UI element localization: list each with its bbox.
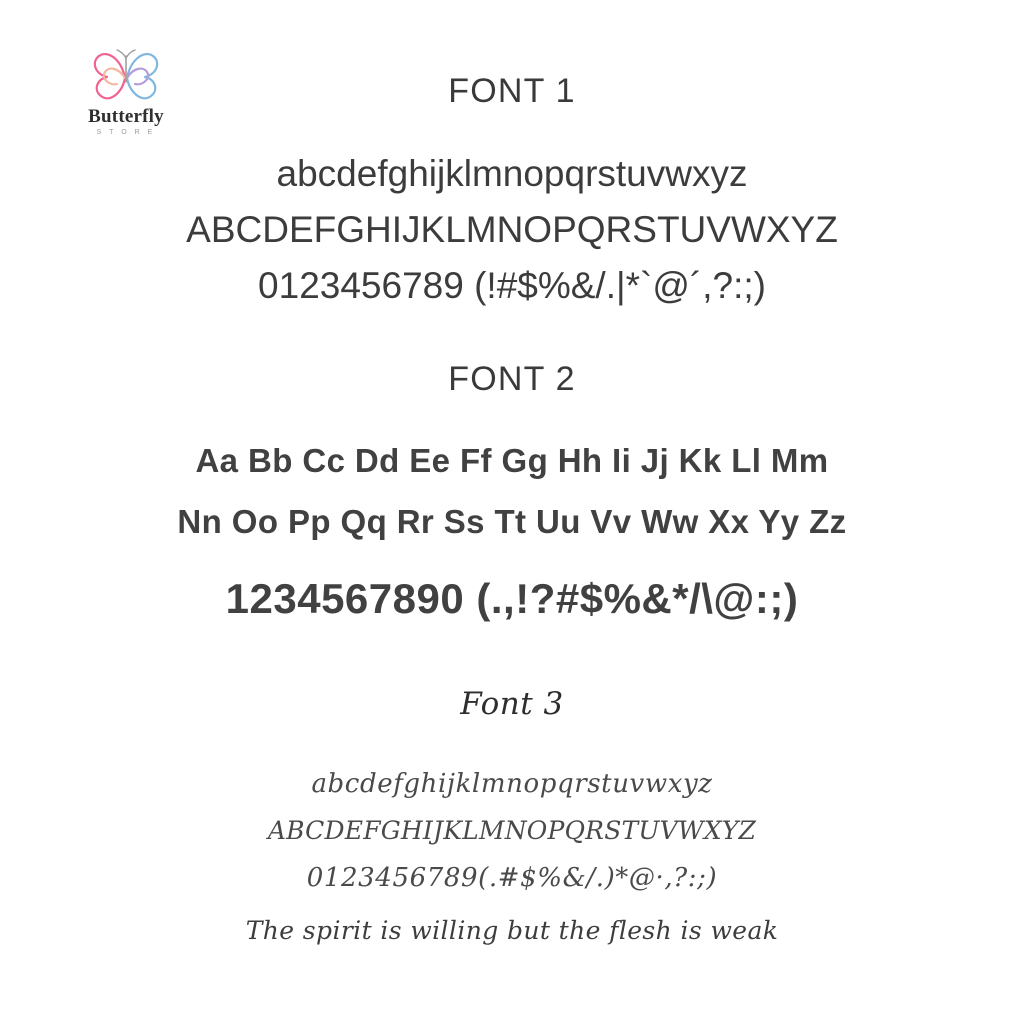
section-heading-font-1: FONT 1 [448, 72, 576, 110]
section-heading-font-2: FONT 2 [448, 360, 576, 398]
font-2-pairs-line-2: Nn Oo Pp Qq Rr Ss Tt Uu Vv Ww Xx Yy Zz [177, 503, 847, 540]
logo-tagline: S T O R E [96, 129, 156, 136]
font-1-uppercase-line: ABCDEFGHIJKLMNOPQRSTUVWXYZ [186, 209, 838, 251]
font-1-specimen [0, 146, 1024, 315]
font-3-numerals-line: 0123456789(.#$%&/.)*@·,?:;) [306, 863, 718, 894]
font-2-pairs-line-1: Aa Bb Cc Dd Ee Ff Gg Hh Ii Jj Kk Ll Mm [195, 442, 829, 479]
font-2-numerals-line: 1234567890 (.,!?#$%&*/\@:;) [225, 575, 799, 622]
font-3-specimen [0, 760, 1024, 945]
font-3-sample-phrase: The spirit is willing but the flesh is weak [245, 916, 779, 946]
font-1-numerals-line: 0123456789 (!#$%&/.|*`@´,?:;) [258, 265, 766, 307]
font-1-lowercase-line: abcdefghijklmnopqrstuvwxyz [276, 153, 748, 194]
section-heading-font-3: Font 3 [460, 686, 564, 722]
font-2-specimen [0, 430, 1024, 620]
logo-wordmark-text: Butterfly [88, 106, 164, 127]
font-3-lowercase-line: abcdefghijklmnopqrstuvwxyz [311, 769, 713, 799]
font-3-uppercase-line: ABCDEFGHIJKLMNOPQRSTUVWXYZ [267, 816, 757, 846]
